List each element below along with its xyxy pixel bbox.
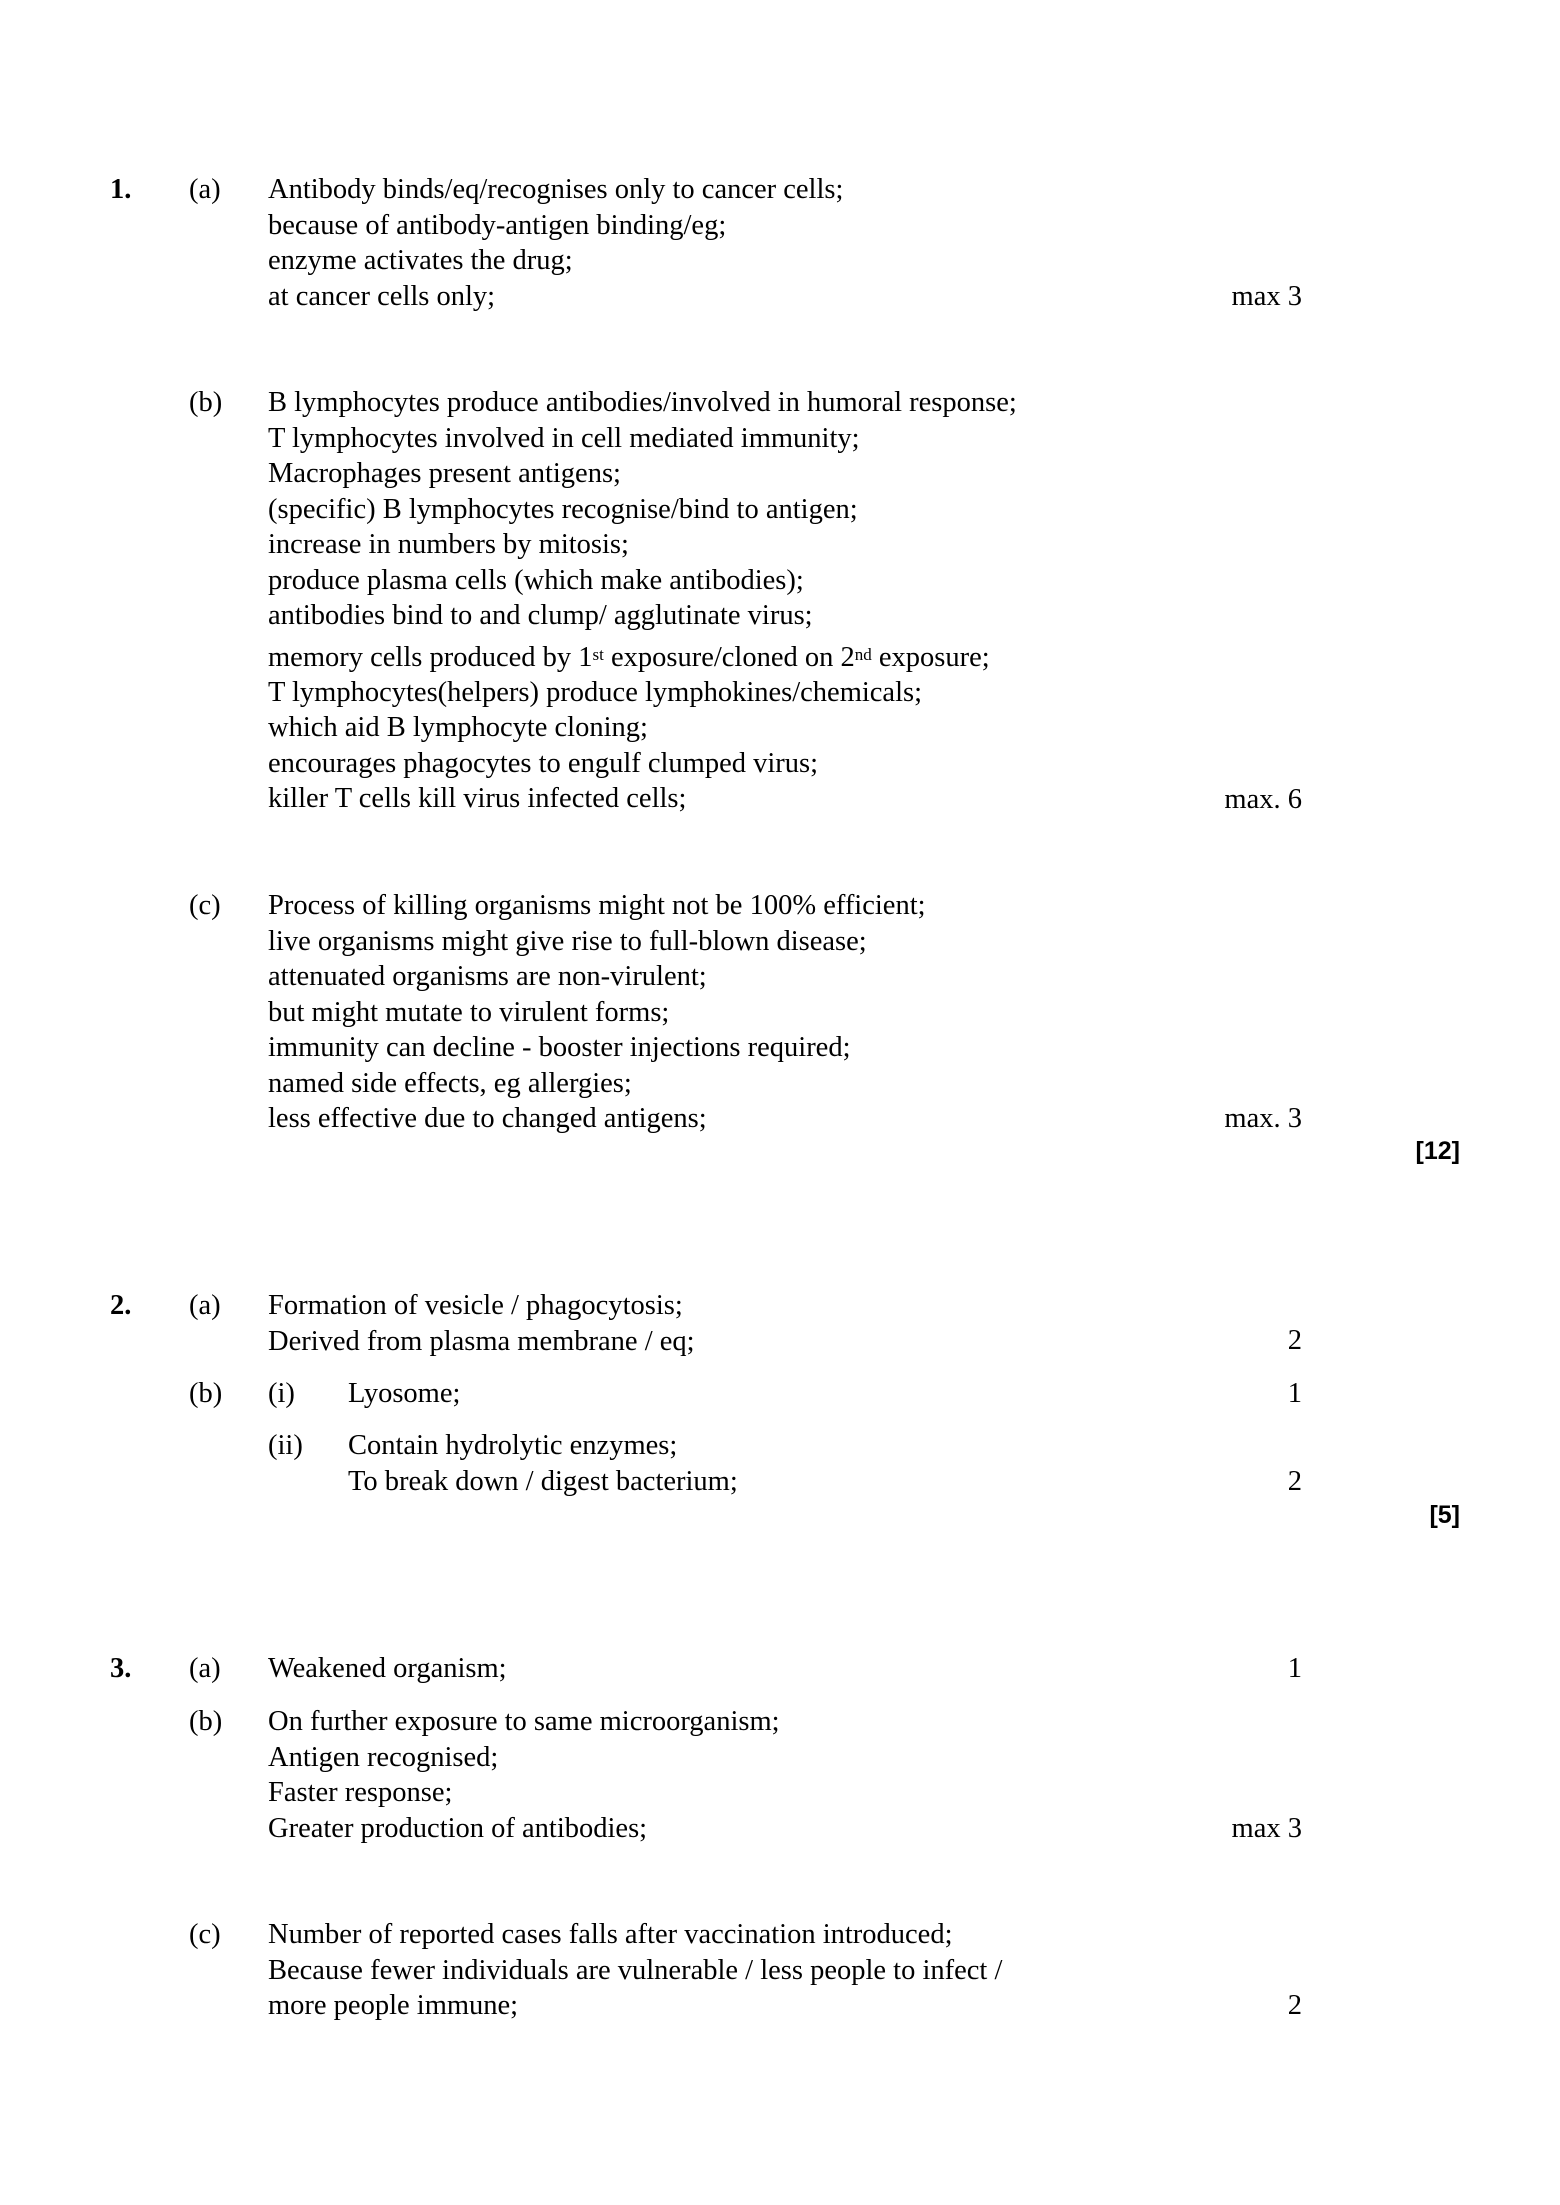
question-number: 3. [110, 1653, 132, 1684]
question-total: [12] [1415, 1137, 1460, 1165]
answer-line: which aid B lymphocyte cloning; [268, 712, 648, 743]
answer-line: killer T cells kill virus infected cells; [268, 783, 687, 814]
answer-line: On further exposure to same microorganism; [268, 1706, 780, 1737]
answer-line: because of antibody-antigen binding/eg; [268, 209, 727, 241]
answer-line: B lymphocytes produce antibodies/involved in humoral response; [268, 387, 1017, 418]
answer-line: immunity can decline - booster injections required; [268, 1032, 851, 1063]
answer-lines [268, 385, 1017, 817]
mark-allocation: 1 [1287, 1653, 1302, 1684]
answer-lines [268, 1288, 695, 1359]
subpart-label: (i) [268, 1378, 295, 1409]
answer-line: named side effects, eg allergies; [268, 1067, 632, 1099]
superscript-nd: nd [854, 644, 872, 664]
answer-line: Weakened organism; [268, 1653, 507, 1684]
answer-lines [348, 1376, 460, 1412]
answer-line: Faster response; [268, 1777, 453, 1808]
answer-line: produce plasma cells (which make antibodies); [268, 564, 804, 596]
mark-allocation: 2 [1287, 1466, 1302, 1497]
memory-text-b: exposure/cloned on 2 [603, 641, 855, 673]
answer-line: increase in numbers by mitosis; [268, 529, 629, 560]
mark-allocation: max. 3 [1224, 1103, 1302, 1134]
answer-line: Macrophages present antigens; [268, 458, 621, 489]
mark-allocation: max. 6 [1224, 784, 1302, 815]
answer-line: Number of reported cases falls after vaccination introduced; [268, 1919, 953, 1950]
answer-line: Lyosome; [348, 1378, 461, 1409]
answer-line: (specific) B lymphocytes recognise/bind to antigen; [268, 493, 858, 525]
part-label: (b) [189, 1378, 223, 1409]
answer-line: live organisms might give rise to full-blown disease; [268, 925, 867, 957]
answer-line: less effective due to changed antigens; [268, 1103, 707, 1134]
answer-line: but might mutate to virulent forms; [268, 996, 670, 1028]
question-number: 1. [110, 174, 132, 205]
part-label: (a) [189, 1290, 221, 1321]
answer-line: T lymphocytes(helpers) produce lymphokines/chemicals; [268, 676, 923, 708]
answer-line: at cancer cells only; [268, 280, 496, 312]
answer-lines [268, 172, 843, 314]
part-label: (b) [189, 387, 223, 418]
answer-line-memory [268, 634, 1017, 675]
answer-line: Derived from plasma membrane / eq; [268, 1325, 695, 1357]
answer-line: T lymphocytes involved in cell mediated immunity; [268, 422, 860, 454]
memory-text-c: exposure; [871, 641, 990, 673]
mark-allocation: max 3 [1231, 281, 1302, 312]
answer-lines [268, 1651, 507, 1687]
mark-allocation: 2 [1287, 1325, 1302, 1356]
answer-line: antibodies bind to and clump/ agglutinate virus; [268, 600, 813, 631]
answer-line: enzyme activates the drug; [268, 245, 573, 276]
part-label: (a) [189, 1653, 221, 1684]
mark-allocation: 2 [1287, 1990, 1302, 2021]
answer-line: To break down / digest bacterium; [348, 1465, 738, 1497]
part-label: (a) [189, 174, 221, 205]
part-label: (c) [189, 890, 221, 921]
answer-line: encourages phagocytes to engulf clumped virus; [268, 747, 819, 779]
answer-lines [348, 1428, 738, 1499]
answer-lines [268, 888, 926, 1137]
answer-line: more people immune; [268, 1990, 519, 2021]
question-total: [5] [1429, 1501, 1460, 1529]
answer-line: Contain hydrolytic enzymes; [348, 1430, 678, 1461]
answer-lines [268, 1704, 780, 1846]
question-number: 2. [110, 1290, 132, 1321]
answer-line: Greater production of antibodies; [268, 1812, 648, 1844]
memory-text-a: memory cells produced by 1 [268, 641, 593, 673]
mark-allocation: max 3 [1231, 1813, 1302, 1844]
answer-line: Because fewer individuals are vulnerable / less people to infect / [268, 1954, 1003, 1986]
mark-allocation: 1 [1287, 1378, 1302, 1409]
part-label: (c) [189, 1919, 221, 1950]
subpart-label: (ii) [268, 1430, 303, 1461]
answer-line: Antibody binds/eq/recognises only to cancer cells; [268, 174, 844, 205]
answer-line: Antigen recognised; [268, 1741, 499, 1773]
superscript-st: st [592, 644, 604, 664]
answer-line: Process of killing organisms might not be 100% efficient; [268, 890, 926, 921]
answer-lines [268, 1917, 1002, 2024]
part-label: (b) [189, 1706, 223, 1737]
answer-line: Formation of vesicle / phagocytosis; [268, 1290, 683, 1321]
answer-line: attenuated organisms are non-virulent; [268, 961, 707, 992]
